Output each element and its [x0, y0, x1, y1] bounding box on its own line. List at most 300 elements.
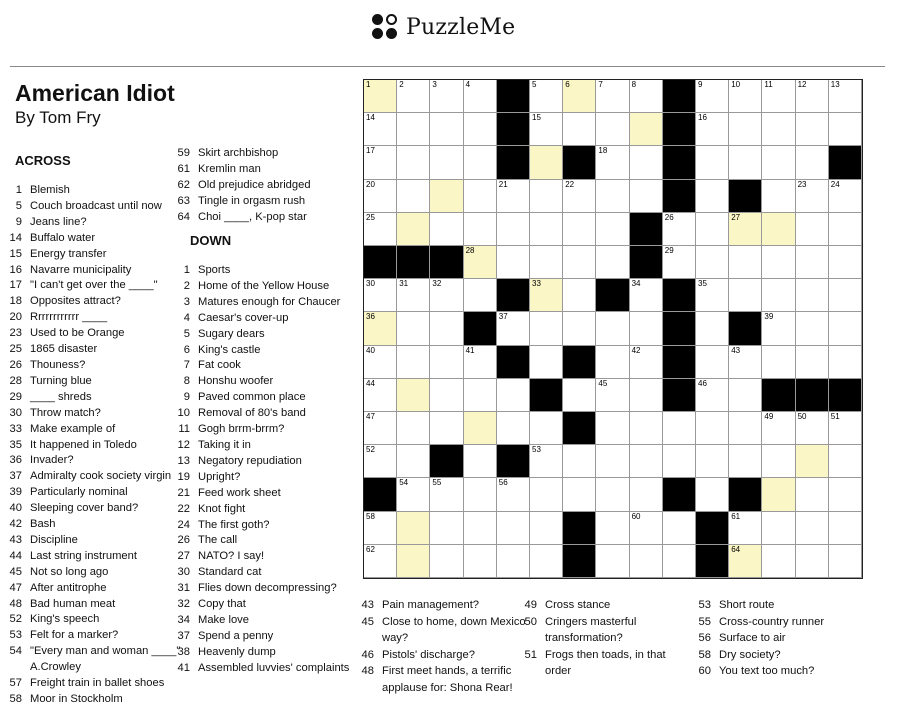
cell-number: 1	[366, 80, 371, 89]
grid-cell[interactable]	[397, 445, 430, 478]
clue-item[interactable]	[5, 183, 185, 199]
grid-cell[interactable]	[497, 412, 530, 445]
grid-cell[interactable]	[464, 279, 497, 312]
grid-cell[interactable]	[829, 113, 862, 146]
clue-item[interactable]	[5, 406, 185, 422]
grid-cell[interactable]	[364, 379, 397, 412]
grid-cell[interactable]	[364, 512, 397, 545]
grid-cell[interactable]	[762, 180, 795, 213]
grid-cell[interactable]	[630, 312, 663, 345]
clue-item[interactable]	[5, 612, 185, 628]
grid-cell[interactable]	[630, 478, 663, 511]
grid-cell[interactable]	[630, 445, 663, 478]
clue-item[interactable]	[173, 327, 353, 343]
grid-cell[interactable]	[829, 512, 862, 545]
grid-cell[interactable]	[364, 545, 397, 578]
grid-cell[interactable]	[829, 279, 862, 312]
grid-cell[interactable]	[762, 346, 795, 379]
cell-number: 44	[366, 378, 375, 388]
clue-text: Pain management?	[382, 599, 480, 611]
grid-cell[interactable]	[530, 545, 563, 578]
grid-cell[interactable]	[696, 445, 729, 478]
clue-item[interactable]	[173, 454, 353, 470]
clue-item[interactable]	[5, 199, 185, 215]
grid-cell[interactable]	[596, 80, 629, 113]
clue-item[interactable]	[173, 162, 353, 178]
grid-cell[interactable]	[729, 346, 762, 379]
clue-number: 61	[177, 162, 190, 175]
grid-cell[interactable]	[696, 478, 729, 511]
grid-cell[interactable]	[829, 478, 862, 511]
grid-cell[interactable]	[430, 146, 463, 179]
grid-block	[663, 113, 696, 146]
grid-block	[464, 312, 497, 345]
grid-cell[interactable]	[729, 512, 762, 545]
clue-item[interactable]	[5, 469, 185, 485]
grid-cell[interactable]	[530, 113, 563, 146]
grid-cell[interactable]	[796, 279, 829, 312]
grid-cell[interactable]	[696, 312, 729, 345]
clue-item[interactable]	[694, 647, 874, 664]
grid-cell[interactable]	[762, 213, 795, 246]
clue-number: 43	[9, 533, 22, 546]
grid-cell[interactable]	[563, 213, 596, 246]
grid-cell[interactable]	[497, 512, 530, 545]
grid-cell[interactable]	[563, 80, 596, 113]
clue-text: Caesar's cover-up	[198, 311, 289, 324]
clue-text: Particularly nominal	[30, 486, 128, 499]
clue-text: Navarre municipality	[30, 263, 132, 276]
grid-cell[interactable]	[596, 246, 629, 279]
grid-cell[interactable]	[696, 379, 729, 412]
grid-cell[interactable]	[563, 180, 596, 213]
grid-cell[interactable]	[796, 213, 829, 246]
grid-cell[interactable]	[596, 213, 629, 246]
clue-item[interactable]	[173, 533, 353, 549]
clue-item[interactable]	[173, 645, 353, 661]
grid-cell[interactable]	[430, 512, 463, 545]
grid-cell[interactable]	[364, 180, 397, 213]
clue-item[interactable]	[173, 438, 353, 454]
grid-cell[interactable]	[563, 279, 596, 312]
grid-cell[interactable]	[663, 412, 696, 445]
grid-cell[interactable]	[430, 113, 463, 146]
clue-number: 7	[183, 359, 190, 372]
grid-cell[interactable]	[762, 146, 795, 179]
grid-cell[interactable]	[630, 113, 663, 146]
clue-item[interactable]	[5, 597, 185, 613]
clue-item[interactable]	[357, 597, 527, 614]
clue-item[interactable]	[173, 374, 353, 390]
clue-item[interactable]	[5, 215, 185, 231]
grid-cell[interactable]	[829, 80, 862, 113]
clue-item[interactable]	[5, 485, 185, 501]
grid-cell[interactable]	[397, 512, 430, 545]
grid-cell[interactable]	[729, 545, 762, 578]
grid-cell[interactable]	[630, 346, 663, 379]
grid-cell[interactable]	[397, 545, 430, 578]
grid-cell[interactable]	[563, 445, 596, 478]
clue-item[interactable]	[173, 629, 353, 645]
clue-item[interactable]	[694, 597, 874, 614]
clue-item[interactable]	[5, 517, 185, 533]
grid-cell[interactable]	[762, 279, 795, 312]
grid-cell[interactable]	[762, 545, 795, 578]
clue-item[interactable]	[173, 194, 353, 210]
grid-cell[interactable]	[497, 312, 530, 345]
grid-cell[interactable]	[397, 478, 430, 511]
cell-number: 35	[698, 279, 707, 289]
grid-cell[interactable]	[796, 146, 829, 179]
clue-item[interactable]	[5, 628, 185, 644]
grid-cell[interactable]	[696, 113, 729, 146]
grid-cell[interactable]	[829, 445, 862, 478]
clue-item[interactable]	[173, 295, 353, 311]
grid-cell[interactable]	[563, 246, 596, 279]
grid-cell[interactable]	[464, 113, 497, 146]
clue-item[interactable]	[173, 146, 353, 162]
clue-item[interactable]	[5, 438, 185, 454]
clue-item[interactable]	[173, 661, 353, 677]
clue-item[interactable]	[173, 390, 353, 406]
grid-cell[interactable]	[397, 312, 430, 345]
clue-item[interactable]	[5, 549, 185, 565]
grid-cell[interactable]	[497, 180, 530, 213]
grid-cell[interactable]	[596, 545, 629, 578]
grid-cell[interactable]	[796, 445, 829, 478]
grid-cell[interactable]	[729, 80, 762, 113]
grid-cell[interactable]	[397, 80, 430, 113]
grid-cell[interactable]	[596, 478, 629, 511]
grid-cell[interactable]	[729, 412, 762, 445]
grid-cell[interactable]	[364, 80, 397, 113]
clue-item[interactable]	[5, 565, 185, 581]
grid-cell[interactable]	[762, 512, 795, 545]
grid-cell[interactable]	[630, 545, 663, 578]
grid-cell[interactable]	[596, 412, 629, 445]
grid-cell[interactable]	[663, 512, 696, 545]
grid-cell[interactable]	[364, 445, 397, 478]
grid-cell[interactable]	[530, 279, 563, 312]
grid-cell[interactable]	[630, 80, 663, 113]
grid-cell[interactable]	[729, 445, 762, 478]
grid-cell[interactable]	[596, 312, 629, 345]
clue-item[interactable]	[173, 311, 353, 327]
cell-number: 15	[532, 113, 541, 123]
grid-cell[interactable]	[430, 180, 463, 213]
grid-cell[interactable]	[729, 279, 762, 312]
clue-item[interactable]	[173, 263, 353, 279]
grid-cell[interactable]	[464, 346, 497, 379]
grid-cell[interactable]	[430, 279, 463, 312]
grid-cell[interactable]	[364, 412, 397, 445]
grid-cell[interactable]	[796, 346, 829, 379]
clue-item[interactable]	[5, 326, 185, 342]
grid-cell[interactable]	[596, 146, 629, 179]
clue-item[interactable]	[357, 647, 527, 664]
grid-cell[interactable]	[464, 512, 497, 545]
grid-cell[interactable]	[696, 346, 729, 379]
grid-cell[interactable]	[796, 113, 829, 146]
grid-cell[interactable]	[762, 113, 795, 146]
puzzle-title: American Idiot	[15, 80, 175, 106]
grid-cell[interactable]	[397, 279, 430, 312]
grid-cell[interactable]	[630, 180, 663, 213]
grid-cell[interactable]	[430, 80, 463, 113]
grid-cell[interactable]	[397, 180, 430, 213]
grid-cell[interactable]	[397, 146, 430, 179]
grid-cell[interactable]	[762, 312, 795, 345]
puzzleme-logo[interactable]	[372, 12, 515, 42]
clue-item[interactable]	[5, 581, 185, 597]
clue-item[interactable]	[5, 374, 185, 390]
clue-number: 63	[177, 194, 190, 207]
grid-cell[interactable]	[729, 213, 762, 246]
grid-block	[596, 279, 629, 312]
grid-cell[interactable]	[696, 213, 729, 246]
clue-item[interactable]	[5, 692, 185, 708]
grid-cell[interactable]	[796, 512, 829, 545]
clue-item[interactable]	[5, 231, 185, 247]
clue-item[interactable]	[5, 390, 185, 406]
grid-cell[interactable]	[497, 379, 530, 412]
cell-number: 3	[432, 80, 437, 89]
grid-cell[interactable]	[762, 246, 795, 279]
grid-cell[interactable]	[430, 412, 463, 445]
clue-item[interactable]	[5, 294, 185, 310]
grid-cell[interactable]	[430, 312, 463, 345]
grid-cell[interactable]	[497, 213, 530, 246]
clue-item[interactable]	[5, 358, 185, 374]
clue-item[interactable]	[173, 597, 353, 613]
clue-item[interactable]	[5, 501, 185, 517]
grid-cell[interactable]	[630, 146, 663, 179]
grid-cell[interactable]	[663, 246, 696, 279]
clue-text: Thouness?	[30, 358, 86, 371]
clue-item[interactable]	[173, 422, 353, 438]
grid-cell[interactable]	[563, 379, 596, 412]
clue-item[interactable]	[5, 247, 185, 263]
grid-cell[interactable]	[663, 545, 696, 578]
clue-item[interactable]	[173, 406, 353, 422]
grid-cell[interactable]	[464, 545, 497, 578]
grid-cell[interactable]	[829, 312, 862, 345]
clue-number: 45	[361, 615, 374, 628]
grid-cell[interactable]	[796, 545, 829, 578]
grid-cell[interactable]	[729, 113, 762, 146]
grid-cell[interactable]	[663, 445, 696, 478]
clue-item[interactable]	[694, 614, 874, 631]
grid-cell[interactable]	[796, 412, 829, 445]
grid-cell[interactable]	[696, 279, 729, 312]
grid-cell[interactable]	[596, 180, 629, 213]
grid-cell[interactable]	[430, 379, 463, 412]
clue-item[interactable]	[520, 614, 690, 647]
clue-item[interactable]	[173, 178, 353, 194]
clue-item[interactable]	[173, 343, 353, 359]
clue-item[interactable]	[173, 486, 353, 502]
clue-item[interactable]	[173, 358, 353, 374]
clue-item[interactable]	[5, 422, 185, 438]
grid-cell[interactable]	[663, 213, 696, 246]
grid-cell[interactable]	[397, 346, 430, 379]
grid-cell[interactable]	[464, 246, 497, 279]
grid-cell[interactable]	[530, 412, 563, 445]
clue-item[interactable]	[173, 549, 353, 565]
grid-cell[interactable]	[397, 113, 430, 146]
clue-number: 10	[177, 407, 190, 420]
grid-cell[interactable]	[530, 346, 563, 379]
grid-cell[interactable]	[829, 346, 862, 379]
clue-number: 26	[9, 358, 22, 371]
clue-number: 9	[183, 391, 190, 404]
grid-cell[interactable]	[497, 478, 530, 511]
grid-cell[interactable]	[397, 412, 430, 445]
grid-cell[interactable]	[696, 80, 729, 113]
grid-cell[interactable]	[796, 80, 829, 113]
grid-cell[interactable]	[530, 80, 563, 113]
clue-item[interactable]	[5, 533, 185, 549]
grid-cell[interactable]	[430, 545, 463, 578]
clue-number: 12	[177, 438, 190, 451]
cell-number: 22	[565, 179, 575, 189]
grid-cell[interactable]	[630, 379, 663, 412]
across-heading: ACROSS	[15, 153, 71, 168]
grid-cell[interactable]	[762, 412, 795, 445]
grid-cell[interactable]	[530, 146, 563, 179]
grid-cell[interactable]	[729, 146, 762, 179]
grid-cell[interactable]	[430, 478, 463, 511]
clue-text: Rrrrrrrrrrrr ____	[30, 311, 108, 324]
grid-cell[interactable]	[397, 213, 430, 246]
grid-cell[interactable]	[464, 213, 497, 246]
grid-cell[interactable]	[563, 113, 596, 146]
grid-cell[interactable]	[430, 346, 463, 379]
grid-cell[interactable]	[364, 213, 397, 246]
grid-cell[interactable]	[596, 512, 629, 545]
grid-cell[interactable]	[497, 545, 530, 578]
grid-cell[interactable]	[729, 246, 762, 279]
grid-cell[interactable]	[530, 180, 563, 213]
grid-cell[interactable]	[464, 80, 497, 113]
grid-cell[interactable]	[596, 379, 629, 412]
grid-cell[interactable]	[596, 346, 629, 379]
across-clue-list-continued	[173, 146, 353, 226]
clue-item[interactable]	[5, 310, 185, 326]
clue-item[interactable]	[173, 581, 353, 597]
clue-item[interactable]	[173, 613, 353, 629]
grid-cell[interactable]	[464, 180, 497, 213]
grid-cell[interactable]	[530, 246, 563, 279]
grid-cell[interactable]	[530, 478, 563, 511]
cell-number: 10	[731, 80, 741, 89]
clue-item[interactable]	[694, 663, 874, 680]
grid-cell[interactable]	[829, 213, 862, 246]
clue-item[interactable]	[5, 278, 185, 294]
grid-cell[interactable]	[630, 279, 663, 312]
grid-cell[interactable]	[829, 246, 862, 279]
grid-cell[interactable]	[530, 213, 563, 246]
grid-cell[interactable]	[464, 146, 497, 179]
grid-cell[interactable]	[364, 346, 397, 379]
grid-cell[interactable]	[762, 445, 795, 478]
grid-cell[interactable]	[563, 478, 596, 511]
clue-item[interactable]	[694, 630, 874, 647]
grid-cell[interactable]	[696, 412, 729, 445]
crossword-grid[interactable]	[363, 79, 863, 579]
grid-cell[interactable]	[530, 445, 563, 478]
grid-cell[interactable]	[530, 312, 563, 345]
grid-cell[interactable]	[630, 412, 663, 445]
grid-cell[interactable]	[729, 379, 762, 412]
clue-number: 21	[177, 486, 190, 499]
grid-cell[interactable]	[430, 213, 463, 246]
grid-cell[interactable]	[364, 113, 397, 146]
grid-cell[interactable]	[464, 478, 497, 511]
grid-cell[interactable]	[596, 445, 629, 478]
grid-cell[interactable]	[796, 312, 829, 345]
clue-item[interactable]	[173, 279, 353, 295]
grid-cell[interactable]	[464, 379, 497, 412]
clue-item[interactable]	[5, 342, 185, 358]
clue-item[interactable]	[520, 597, 690, 614]
grid-cell[interactable]	[497, 246, 530, 279]
clue-item[interactable]	[173, 470, 353, 486]
grid-cell[interactable]	[563, 312, 596, 345]
clue-item[interactable]	[5, 676, 185, 692]
grid-cell[interactable]	[364, 279, 397, 312]
clue-item[interactable]	[173, 502, 353, 518]
clue-item[interactable]	[520, 647, 690, 680]
clue-text: Feed work sheet	[198, 486, 281, 499]
clue-item[interactable]	[173, 210, 353, 226]
grid-cell[interactable]	[829, 180, 862, 213]
cell-number: 30	[366, 279, 375, 289]
clue-text: Home of the Yellow House	[198, 279, 330, 292]
grid-cell[interactable]	[762, 478, 795, 511]
clue-number: 59	[177, 147, 190, 159]
grid-cell[interactable]	[630, 512, 663, 545]
clue-item[interactable]	[5, 263, 185, 279]
grid-cell[interactable]	[796, 478, 829, 511]
grid-cell[interactable]	[829, 545, 862, 578]
grid-cell[interactable]	[696, 246, 729, 279]
grid-block	[497, 146, 530, 179]
clue-number: 64	[177, 210, 190, 223]
grid-cell[interactable]	[364, 312, 397, 345]
grid-cell[interactable]	[796, 246, 829, 279]
clue-item[interactable]	[357, 663, 527, 696]
grid-cell[interactable]	[796, 180, 829, 213]
grid-block	[762, 379, 795, 412]
grid-cell[interactable]	[464, 445, 497, 478]
clue-item[interactable]	[357, 614, 527, 647]
grid-cell[interactable]	[464, 412, 497, 445]
clue-text: Heavenly dump	[198, 645, 276, 658]
clue-item[interactable]	[5, 453, 185, 469]
grid-cell[interactable]	[397, 379, 430, 412]
grid-cell[interactable]	[829, 412, 862, 445]
grid-cell[interactable]	[762, 80, 795, 113]
clue-item[interactable]	[173, 518, 353, 534]
clue-item[interactable]	[173, 565, 353, 581]
grid-cell[interactable]	[696, 146, 729, 179]
clue-item[interactable]	[5, 644, 185, 676]
grid-cell[interactable]	[364, 146, 397, 179]
grid-cell[interactable]	[696, 180, 729, 213]
grid-cell[interactable]	[530, 512, 563, 545]
grid-cell[interactable]	[596, 113, 629, 146]
